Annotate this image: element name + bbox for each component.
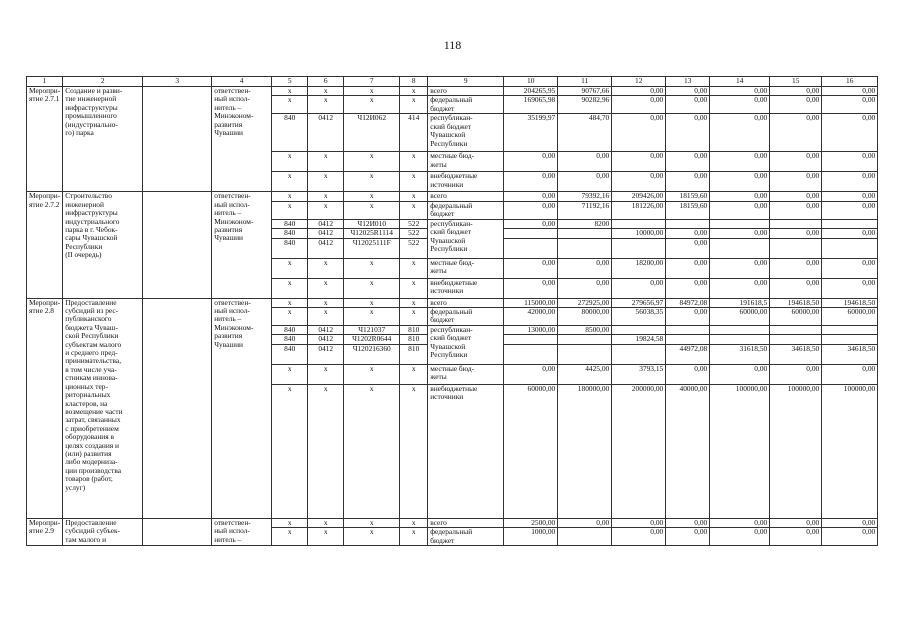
code-cell: 0412	[308, 219, 344, 228]
code-cell: x	[272, 528, 308, 546]
value-cell: 56038,35	[612, 308, 666, 326]
code-cell: 840	[272, 219, 308, 228]
code-cell: 840	[272, 238, 308, 258]
value-cell: 0,00	[504, 258, 558, 278]
code-cell: x	[272, 518, 308, 527]
value-cell: 0,00	[770, 192, 822, 201]
source-cell: внебюджетные источники	[428, 384, 504, 518]
value-cell: 80000,00	[558, 308, 612, 326]
code-cell: x	[308, 308, 344, 326]
column-header: 2	[63, 77, 143, 87]
code-cell: 840	[272, 326, 308, 335]
code-cell: x	[272, 384, 308, 518]
code-cell: x	[400, 192, 428, 201]
value-cell: 0,00	[612, 278, 666, 298]
code-cell: x	[308, 201, 344, 219]
value-cell: 0,00	[504, 192, 558, 201]
value-cell: 0,00	[822, 518, 878, 527]
value-cell: 180000,00	[558, 384, 612, 518]
value-cell: 31618,50	[710, 344, 770, 364]
value-cell: 1000,00	[504, 528, 558, 546]
value-cell: 0,00	[710, 96, 770, 114]
code-cell: x	[272, 192, 308, 201]
column-header: 12	[612, 77, 666, 87]
value-cell: 0,00	[710, 152, 770, 172]
value-cell: 60000,00	[504, 384, 558, 518]
source-cell: местные бюд- жеты	[428, 364, 504, 384]
value-cell: 0,00	[612, 96, 666, 114]
code-cell: Ч1202R0644	[344, 335, 400, 344]
code-cell: 414	[400, 114, 428, 152]
source-cell: всего	[428, 192, 504, 201]
value-cell	[504, 344, 558, 364]
value-cell: 0,00	[710, 518, 770, 527]
code-cell: x	[400, 298, 428, 307]
code-cell: Ч120216360	[344, 344, 400, 364]
value-cell: 209426,00	[612, 192, 666, 201]
value-cell: 0,00	[504, 172, 558, 192]
code-cell: 810	[400, 326, 428, 335]
value-cell: 34618,50	[822, 344, 878, 364]
value-cell: 0,00	[710, 114, 770, 152]
value-cell: 0,00	[666, 364, 710, 384]
code-cell: x	[308, 384, 344, 518]
source-cell: федеральный бюджет	[428, 201, 504, 219]
value-cell	[612, 238, 666, 258]
value-cell	[822, 326, 878, 335]
code-cell: x	[344, 384, 400, 518]
budget-table	[26, 76, 878, 546]
value-cell	[558, 238, 612, 258]
code-cell: 0412	[308, 114, 344, 152]
value-cell: 0,00	[558, 258, 612, 278]
value-cell: 272925,00	[558, 298, 612, 307]
value-cell	[770, 238, 822, 258]
blank-cell	[143, 518, 212, 545]
code-cell: 522	[400, 229, 428, 238]
value-cell: 194618,50	[822, 298, 878, 307]
value-cell: 100000,00	[770, 384, 822, 518]
source-cell: внебюджетные источники	[428, 172, 504, 192]
measure-id: Меропри- ятие 2.7.1	[27, 87, 63, 192]
value-cell: 0,00	[710, 229, 770, 238]
value-cell: 0,00	[666, 152, 710, 172]
responsible-executor: ответствен- ный испол- нитель – Минэконом- развития Чувашии	[212, 192, 272, 298]
measure-name: Строительство инженерной инфраструктуры индустриального парка в г. Чебок- сары Чувашской Республики (II очередь)	[63, 192, 143, 298]
value-cell	[612, 326, 666, 335]
table-row	[27, 87, 878, 96]
value-cell: 0,00	[770, 114, 822, 152]
column-header: 15	[770, 77, 822, 87]
code-cell: x	[272, 308, 308, 326]
value-cell: 0,00	[612, 87, 666, 96]
responsible-executor: ответствен- ный испол- нитель –	[212, 518, 272, 545]
value-cell: 0,00	[770, 528, 822, 546]
value-cell: 10000,00	[612, 229, 666, 238]
value-cell: 115000,00	[504, 298, 558, 307]
value-cell	[666, 219, 710, 228]
value-cell	[558, 528, 612, 546]
responsible-executor: ответствен- ный испол- нитель – Минэконом- развития Чувашии	[212, 298, 272, 518]
code-cell: x	[272, 172, 308, 192]
value-cell: 35199,97	[504, 114, 558, 152]
code-cell: 810	[400, 335, 428, 344]
value-cell: 0,00	[504, 152, 558, 172]
value-cell: 0,00	[770, 152, 822, 172]
code-cell: x	[308, 87, 344, 96]
value-cell: 0,00	[666, 87, 710, 96]
value-cell: 18159,60	[666, 192, 710, 201]
value-cell: 100000,00	[710, 384, 770, 518]
value-cell	[558, 229, 612, 238]
value-cell	[822, 219, 878, 228]
column-header: 14	[710, 77, 770, 87]
code-cell: 810	[400, 344, 428, 364]
code-cell: x	[400, 308, 428, 326]
value-cell: 0,00	[822, 87, 878, 96]
value-cell: 0,00	[770, 172, 822, 192]
code-cell: x	[400, 278, 428, 298]
value-cell: 0,00	[666, 114, 710, 152]
value-cell: 0,00	[710, 258, 770, 278]
value-cell	[558, 335, 612, 344]
code-cell: x	[272, 96, 308, 114]
code-cell: x	[400, 96, 428, 114]
value-cell: 0,00	[666, 258, 710, 278]
value-cell: 0,00	[822, 278, 878, 298]
value-cell	[770, 219, 822, 228]
value-cell: 0,00	[612, 528, 666, 546]
value-cell: 0,00	[504, 201, 558, 219]
column-header: 9	[428, 77, 504, 87]
source-cell: федеральный бюджет	[428, 528, 504, 546]
code-cell: x	[400, 528, 428, 546]
value-cell: 0,00	[666, 172, 710, 192]
value-cell: 0,00	[822, 528, 878, 546]
code-cell: x	[400, 518, 428, 527]
source-cell: федеральный бюджет	[428, 308, 504, 326]
value-cell: 0,00	[770, 96, 822, 114]
value-cell: 2500,00	[504, 518, 558, 527]
value-cell: 0,00	[710, 87, 770, 96]
value-cell	[504, 229, 558, 238]
value-cell: 0,00	[710, 201, 770, 219]
value-cell: 0,00	[822, 114, 878, 152]
source-cell: всего	[428, 298, 504, 307]
source-cell: всего	[428, 87, 504, 96]
code-cell: x	[308, 152, 344, 172]
value-cell: 181226,00	[612, 201, 666, 219]
column-header: 3	[143, 77, 212, 87]
value-cell: 0,00	[666, 528, 710, 546]
measure-id: Меропри- ятие 2.8	[27, 298, 63, 518]
value-cell: 200000,00	[612, 384, 666, 518]
column-header: 13	[666, 77, 710, 87]
value-cell: 13000,00	[504, 326, 558, 335]
code-cell: x	[400, 258, 428, 278]
source-cell: федеральный бюджет	[428, 96, 504, 114]
table-row	[27, 77, 878, 87]
value-cell: 0,00	[666, 238, 710, 258]
value-cell: 0,00	[612, 518, 666, 527]
code-cell: 840	[272, 229, 308, 238]
blank-cell	[143, 87, 212, 192]
value-cell: 3793,15	[612, 364, 666, 384]
code-cell: x	[400, 152, 428, 172]
measure-name: Предоставление субсидий субъек- там малого и	[63, 518, 143, 545]
value-cell: 0,00	[504, 364, 558, 384]
code-cell: x	[344, 192, 400, 201]
column-header: 16	[822, 77, 878, 87]
code-cell: x	[344, 278, 400, 298]
code-cell: 0412	[308, 344, 344, 364]
code-cell: x	[272, 364, 308, 384]
value-cell: 0,00	[666, 308, 710, 326]
value-cell: 84972,08	[666, 298, 710, 307]
value-cell: 191618,5	[710, 298, 770, 307]
value-cell	[558, 344, 612, 364]
measure-id: Меропри- ятие 2.9	[27, 518, 63, 545]
column-header: 10	[504, 77, 558, 87]
code-cell: x	[308, 528, 344, 546]
value-cell: 0,00	[504, 278, 558, 298]
value-cell	[666, 335, 710, 344]
value-cell: 71192,16	[558, 201, 612, 219]
code-cell: x	[272, 201, 308, 219]
source-cell: республикан- ский бюджет Чувашской Республики	[428, 114, 504, 152]
measure-name: Предоставление субсидий из рес- публиканского бюджета Чуваш- ской Республики субъектам малого и среднего пред- принимательства, в том числе уча- стникам иннова- ционных тер- риториальных кластеров, на возмещение части затрат, связанных с приобретением оборудования в целях создания и (или) развития либо модерниза- ции производства товаров (работ, услуг)	[63, 298, 143, 518]
code-cell: x	[344, 258, 400, 278]
value-cell: 0,00	[666, 278, 710, 298]
column-header: 1	[27, 77, 63, 87]
code-cell: x	[272, 298, 308, 307]
code-cell: 0412	[308, 238, 344, 258]
measure-name: Создание и разви- тие инженерной инфраструктуры промышленного (индустриально- го) парка	[63, 87, 143, 192]
code-cell: x	[308, 278, 344, 298]
code-cell: x	[400, 172, 428, 192]
column-header: 4	[212, 77, 272, 87]
table-row	[27, 518, 878, 527]
value-cell: 0,00	[666, 518, 710, 527]
code-cell: 0412	[308, 326, 344, 335]
code-cell: x	[400, 364, 428, 384]
code-cell: Ч12025R1114	[344, 229, 400, 238]
value-cell: 169065,98	[504, 96, 558, 114]
code-cell: x	[344, 172, 400, 192]
value-cell	[770, 335, 822, 344]
value-cell: 279656,97	[612, 298, 666, 307]
code-cell: x	[344, 528, 400, 546]
value-cell: 0,00	[504, 219, 558, 228]
value-cell: 0,00	[822, 229, 878, 238]
code-cell: x	[308, 258, 344, 278]
value-cell: 484,70	[558, 114, 612, 152]
value-cell: 60000,00	[822, 308, 878, 326]
code-cell: x	[344, 152, 400, 172]
value-cell	[710, 326, 770, 335]
value-cell: 0,00	[822, 172, 878, 192]
value-cell: 90767,66	[558, 87, 612, 96]
value-cell	[710, 335, 770, 344]
value-cell: 0,00	[612, 152, 666, 172]
source-cell: республикан- ский бюджет Чувашской Республики	[428, 326, 504, 365]
value-cell: 4425,00	[558, 364, 612, 384]
value-cell: 0,00	[822, 201, 878, 219]
value-cell: 0,00	[612, 114, 666, 152]
code-cell: 0412	[308, 229, 344, 238]
code-cell: x	[308, 172, 344, 192]
responsible-executor: ответствен- ный испол- нитель – Минэконом- развития Чувашии	[212, 87, 272, 192]
source-cell: республикан- ский бюджет Чувашской Республики	[428, 219, 504, 258]
column-header: 6	[308, 77, 344, 87]
code-cell: 840	[272, 114, 308, 152]
value-cell	[504, 335, 558, 344]
value-cell: 0,00	[558, 152, 612, 172]
value-cell: 90282,96	[558, 96, 612, 114]
value-cell: 0,00	[612, 172, 666, 192]
column-header: 11	[558, 77, 612, 87]
value-cell: 0,00	[770, 278, 822, 298]
blank-cell	[143, 192, 212, 298]
value-cell	[504, 238, 558, 258]
value-cell: 0,00	[770, 201, 822, 219]
value-cell	[612, 219, 666, 228]
value-cell: 44972,08	[666, 344, 710, 364]
value-cell	[770, 326, 822, 335]
value-cell: 0,00	[770, 87, 822, 96]
value-cell: 0,00	[666, 229, 710, 238]
code-cell: 522	[400, 238, 428, 258]
code-cell: x	[344, 87, 400, 96]
code-cell: x	[308, 298, 344, 307]
code-cell: x	[344, 518, 400, 527]
column-header: 7	[344, 77, 400, 87]
value-cell: 0,00	[770, 258, 822, 278]
code-cell: x	[308, 364, 344, 384]
code-cell: x	[400, 87, 428, 96]
code-cell: x	[344, 96, 400, 114]
value-cell	[710, 219, 770, 228]
code-cell: x	[308, 96, 344, 114]
value-cell: 0,00	[710, 278, 770, 298]
code-cell: x	[344, 308, 400, 326]
table-row	[27, 298, 878, 307]
code-cell: x	[344, 201, 400, 219]
code-cell: x	[272, 278, 308, 298]
code-cell: Ч12025111F	[344, 238, 400, 258]
source-cell: всего	[428, 518, 504, 527]
value-cell	[666, 326, 710, 335]
source-cell: внебюджетные источники	[428, 278, 504, 298]
value-cell: 0,00	[666, 96, 710, 114]
column-header: 8	[400, 77, 428, 87]
source-cell: местные бюд- жеты	[428, 152, 504, 172]
code-cell: x	[272, 152, 308, 172]
code-cell: 840	[272, 335, 308, 344]
value-cell: 0,00	[822, 96, 878, 114]
value-cell: 204265,95	[504, 87, 558, 96]
code-cell: x	[400, 201, 428, 219]
blank-cell	[143, 298, 212, 518]
value-cell: 100000,00	[822, 384, 878, 518]
code-cell: Ч12И010	[344, 219, 400, 228]
code-cell: x	[308, 518, 344, 527]
code-cell: x	[344, 298, 400, 307]
code-cell: Ч12И062	[344, 114, 400, 152]
value-cell: 0,00	[710, 192, 770, 201]
code-cell: x	[400, 384, 428, 518]
value-cell: 42000,00	[504, 308, 558, 326]
value-cell: 0,00	[710, 172, 770, 192]
code-cell: Ч121037	[344, 326, 400, 335]
value-cell: 0,00	[558, 172, 612, 192]
column-header: 5	[272, 77, 308, 87]
value-cell: 0,00	[770, 229, 822, 238]
value-cell: 194618,50	[770, 298, 822, 307]
value-cell: 60000,00	[710, 308, 770, 326]
code-cell: x	[272, 87, 308, 96]
code-cell: 522	[400, 219, 428, 228]
value-cell: 0,00	[822, 258, 878, 278]
page-number: 118	[443, 38, 462, 52]
table-row	[27, 192, 878, 201]
value-cell: 34618,50	[770, 344, 822, 364]
value-cell: 0,00	[710, 364, 770, 384]
value-cell: 0,00	[710, 528, 770, 546]
value-cell: 0,00	[558, 518, 612, 527]
value-cell: 0,00	[770, 364, 822, 384]
value-cell: 79392,16	[558, 192, 612, 201]
value-cell: 0,00	[822, 152, 878, 172]
value-cell	[612, 344, 666, 364]
value-cell	[822, 335, 878, 344]
code-cell: 840	[272, 344, 308, 364]
code-cell: x	[272, 258, 308, 278]
value-cell: 40000,00	[666, 384, 710, 518]
value-cell: 8200	[558, 219, 612, 228]
measure-id: Меропри- ятие 2.7.2	[27, 192, 63, 298]
value-cell: 0,00	[558, 278, 612, 298]
code-cell: 0412	[308, 335, 344, 344]
source-cell: местные бюд- жеты	[428, 258, 504, 278]
code-cell: x	[308, 192, 344, 201]
code-cell: x	[344, 364, 400, 384]
value-cell: 0,00	[770, 518, 822, 527]
value-cell: 0,00	[822, 364, 878, 384]
value-cell: 0,00	[822, 192, 878, 201]
value-cell: 19824,58	[612, 335, 666, 344]
value-cell: 60000,00	[770, 308, 822, 326]
value-cell	[822, 238, 878, 258]
value-cell	[710, 238, 770, 258]
value-cell: 18200,00	[612, 258, 666, 278]
value-cell: 8500,00	[558, 326, 612, 335]
value-cell: 18159,60	[666, 201, 710, 219]
